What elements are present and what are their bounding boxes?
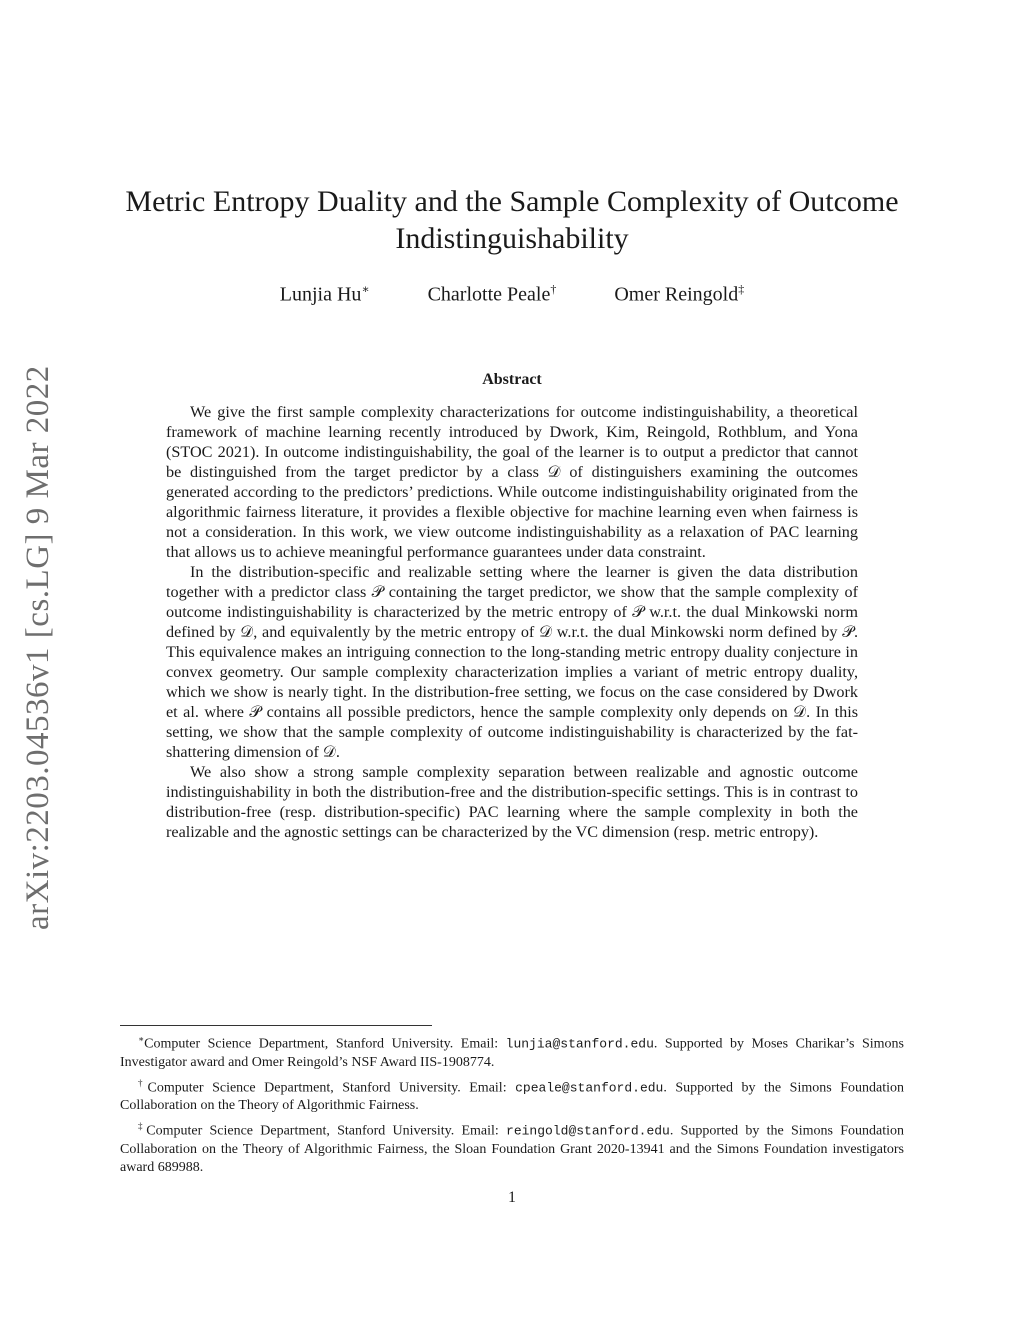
author: Omer Reingold‡ [614, 282, 745, 306]
footnotes [120, 1030, 904, 1179]
author: Charlotte Peale† [427, 282, 557, 306]
abstract-heading: Abstract [482, 371, 542, 388]
arxiv-identifier-stamp: arXiv:2203.04536v1 [cs.LG] 9 Mar 2022 [20, 365, 56, 930]
abstract-paragraph-2: In the distribution-specific and realizable setting where the learner is given the data distribution together with a predictor class 𝒫 containing the target predictor, we show that the sample complexity of outcome indistinguishability is characterized by the metric entropy of 𝒫 w.r.t. the dual Minkowski norm defined by 𝒟, and equivalently by the metric entropy of 𝒟 w.r.t. the dual Minkowski norm defined by 𝒫. This equivalence makes an intriguing connection to the long-standing metric entropy duality conjecture in convex geometry. Our sample complexity characterization implies a variant of metric entropy duality, which we show is nearly tight. In the distribution-free setting, we focus on the case considered by Dwork et al. where 𝒫 contains all possible predictors, hence the sample complexity only depends on 𝒟. In this setting, we show that the sample complexity of outcome indistinguishability is characterized by the fat-shattering dimension of 𝒟. [166, 563, 858, 761]
footnote: ‡Computer Science Department, Stanford University. Email: reingold@stanford.edu. Supported by the Simons Foundation Collaboration on the Theory of Algorithmic Fairness, the Sloan Foundation Grant 2020-13941 and the Simons Foundation investigators award 689988. [120, 1121, 905, 1175]
title-line-1: Metric Entropy Duality and the Sample Complexity of Outcome [125, 185, 899, 218]
email-link[interactable]: reingold@stanford.edu [506, 1123, 670, 1139]
abstract-body [166, 402, 858, 842]
email-link[interactable]: lunjia@stanford.edu [505, 1036, 654, 1052]
abstract-paragraph-3: We also show a strong sample complexity separation between realizable and agnostic outcome indistinguishability in both the distribution-free and the distribution-specific settings. This is in contrast to distribution-free (resp. distribution-specific) PAC learning where the sample complexity in both the realizable and the agnostic settings can be characterized by the VC dimension (resp. metric entropy). [166, 763, 858, 841]
author-list [120, 282, 904, 307]
footnote: †Computer Science Department, Stanford University. Email: cpeale@stanford.edu. Supported by the Simons Foundation Collaboration on the Theory of Algorithmic Fairness. [120, 1077, 905, 1114]
footnote-divider [120, 1025, 432, 1026]
author: Lunjia Hu∗ [279, 282, 370, 306]
paper-title [120, 183, 904, 257]
title-line-2: Indistinguishability [395, 222, 629, 255]
email-link[interactable]: cpeale@stanford.edu [515, 1080, 664, 1096]
footnote: ∗Computer Science Department, Stanford University. Email: lunjia@stanford.edu. Supported by Moses Charikar’s Simons Investigator award and Omer Reingold’s NSF Award IIS-1908774. [120, 1034, 905, 1070]
page-number: 1 [508, 1189, 516, 1206]
abstract-paragraph-1: We give the first sample complexity characterizations for outcome indistinguishability, a theoretical framework of machine learning recently introduced by Dwork, Kim, Reingold, Rothblum, and Yona (STOC 2021). In outcome indistinguishability, the goal of the learner is to output a predictor that cannot be distinguished from the target predictor by a class 𝒟 of distinguishers examining the outcomes generated according to the predictors’ predictions. While outcome indistinguishability originated from the algorithmic fairness literature, it provides a flexible objective for machine learning even when fairness is not a consideration. In this work, we view outcome indistinguishability as a relaxation of PAC learning that allows us to achieve meaningful performance guarantees under data constraint. [166, 403, 858, 561]
